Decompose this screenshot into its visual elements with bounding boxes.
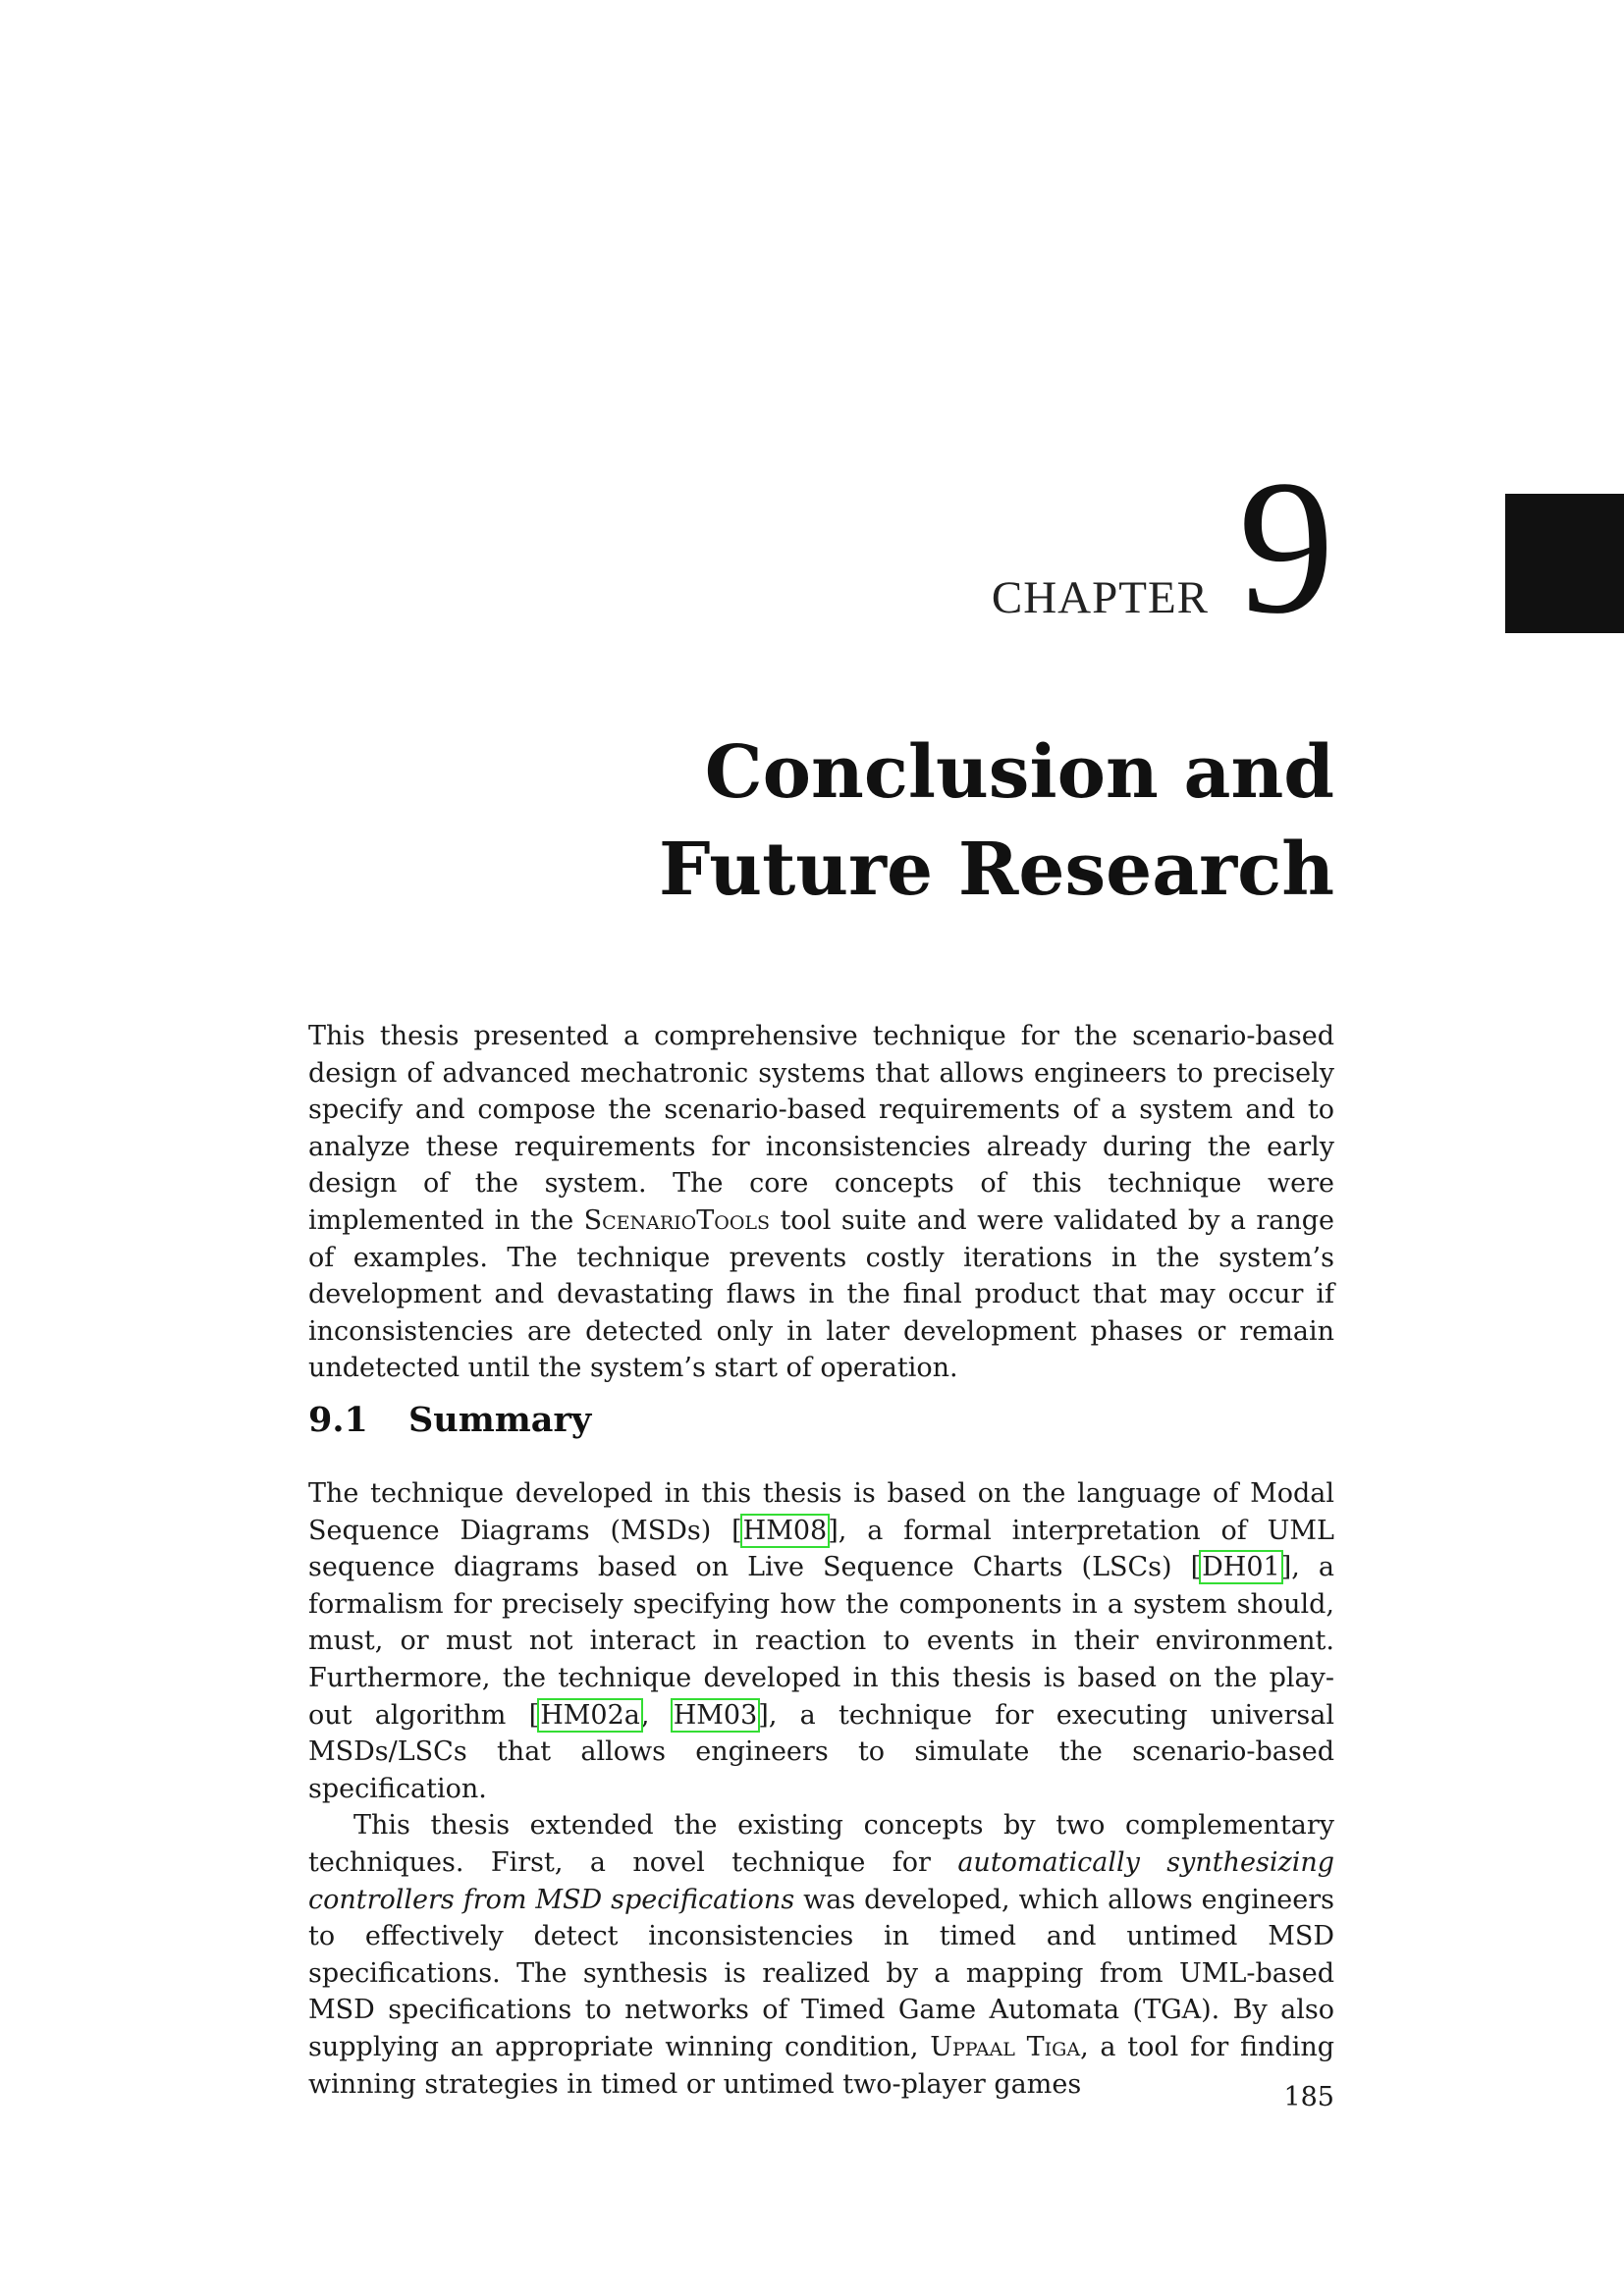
summary-p2-text-2: was developed, which allows engineers to effectively detect inconsistencies in timed and untimed MSD specifications. The synthesis is realized by a mapping from UML-based MSD specifications to networks of Timed Game Automata (TGA). By also supplying an appropriate winning condition, [308,1884,1334,2062]
chapter-title-line-1: Conclusion and [704,730,1334,815]
chapter-number: 9 [1238,441,1334,654]
tool-name-scenariotools: ScenarioTools [583,1204,771,1236]
section-title: Summary [408,1400,592,1440]
summary-p1-text-4: , [640,1699,673,1731]
chapter-title-line-2: Future Research [659,828,1334,912]
intro-text-2: tool suite and were validated by a range of examples. The technique prevents costly iterations in the system’s development and devastating flaws in the final product that may occur if inconsistencies are detected only in later development phases or remain undetected until the system’s start of operation. [308,1204,1334,1384]
chapter-intro [308,1018,1334,1387]
summary-p1-text-1: The technique developed in this thesis is based on the language of Modal Sequence Diagrams (MSDs) [ [308,1478,1334,1546]
section-number: 9.1 [308,1400,368,1440]
tool-name-uppaal-tiga: Uppaal Tiga [930,2031,1081,2062]
summary-p1-text-5: ], a technique for executing universal MSDs/LSCs that allows engineers to simulate the scenario-based specification. [308,1699,1334,1804]
summary-p1-text-2: ], a formal interpretation of UML sequence diagrams based on Live Sequence Charts (LSCs) [ [308,1515,1334,1583]
chapter-header [991,441,1334,654]
summary-p2-text-1: This thesis extended the existing concepts by two complementary techniques. First, a novel technique for [308,1810,1334,1878]
summary-p2-text-3: , a tool for finding winning strategies in timed or untimed two-player games [308,2031,1335,2100]
summary-p1-text-3: ], a formalism for precisely specifying how the components in a system should, must, or must not interact in reaction to events in their environment. Furthermore, the technique developed in this thesis is based on the play-out algorithm [ [308,1552,1335,1731]
chapter-thumb-tab [1505,494,1624,633]
chapter-label: CHAPTER [991,571,1209,623]
summary-body [308,1475,1334,2103]
citation-link-dh01[interactable]: DH01 [1202,1552,1280,1583]
chapter-title [451,724,1334,919]
intro-text-1: This thesis presented a comprehensive technique for the scenario-based design of advanced mechatronic systems that allows engineers to precisely specify and compose the scenario-based requirements of a system and to analyze these requirements for inconsistencies already during the early design of the system. The core concepts of this technique were implemented in the [308,1021,1334,1236]
summary-paragraph-1 [308,1475,1334,1807]
citation-link-hm08[interactable]: HM08 [742,1515,828,1546]
summary-p2-emphasis: automatically synthesizing controllers from MSD specifications [308,1846,1335,1915]
summary-paragraph-2 [308,1807,1334,2103]
citation-link-hm02a[interactable]: HM02a [540,1699,640,1731]
section-heading [308,1400,591,1440]
citation-link-hm03[interactable]: HM03 [673,1699,758,1731]
page-number: 185 [1283,2082,1334,2112]
intro-paragraph [308,1018,1334,1387]
